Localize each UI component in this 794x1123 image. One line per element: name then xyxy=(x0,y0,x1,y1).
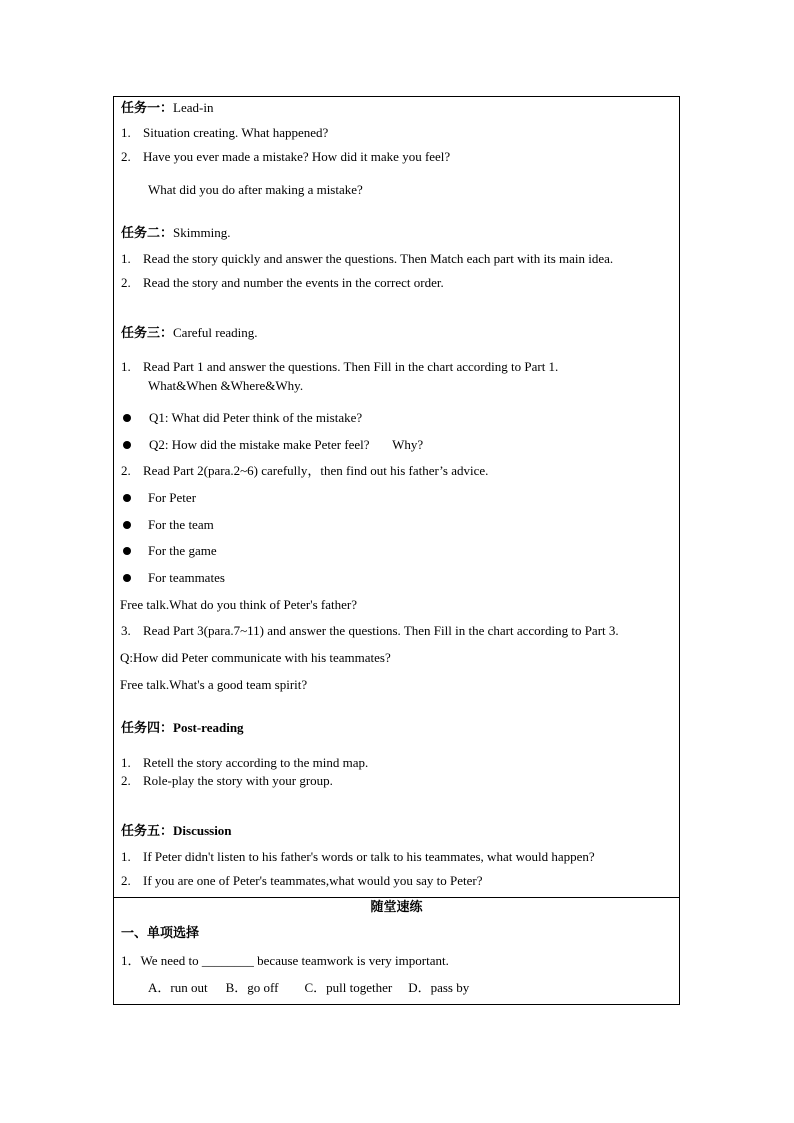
task4-item-1 xyxy=(121,755,368,771)
task3-heading-en: Careful reading. xyxy=(173,325,258,340)
task3-item-1 xyxy=(121,359,558,375)
item-text: Read Part 3(para.7~11) and answer the questions. Then Fill in the chart according to Part 3. xyxy=(143,623,619,638)
item-text: Read Part 1 and answer the questions. Then Fill in the chart according to Part 1. xyxy=(143,359,559,374)
task1-item-2 xyxy=(121,149,450,165)
task3-question-2: Q2: How did the mistake make Peter feel? Why? xyxy=(149,437,424,452)
practice-title: 随堂速练 xyxy=(370,899,423,914)
advice-target-game: For the game xyxy=(148,543,217,558)
practice-options xyxy=(148,980,469,996)
task4-heading-en: Post-reading xyxy=(173,720,244,735)
task3-question-q: Q:How did Peter communicate with his teammates? xyxy=(120,650,391,665)
item-number: 2. xyxy=(121,873,131,888)
advice-target-team: For the team xyxy=(148,517,214,532)
item-number: 1. xyxy=(121,125,131,140)
task2-heading-cn: 任务二： xyxy=(121,225,174,240)
item-number: 1. xyxy=(121,359,131,374)
task1-continuation: What did you do after making a mistake? xyxy=(148,182,363,197)
item-text: If you are one of Peter's teammates,what would you say to Peter? xyxy=(143,873,483,888)
task1-item-1 xyxy=(121,125,328,141)
item-text: Read the story and number the events in the correct order. xyxy=(143,275,444,290)
task3-item-3 xyxy=(121,623,619,639)
bullet-icon xyxy=(123,547,131,555)
item-text: Role-play the story with your group. xyxy=(143,773,333,788)
task1-heading-en: Lead-in xyxy=(173,100,214,115)
task3-heading-cn: 任务三： xyxy=(121,325,174,340)
task5-heading-en: Discussion xyxy=(173,823,232,838)
item-number: 2. xyxy=(121,463,131,478)
item-text: Retell the story according to the mind map. xyxy=(143,755,369,770)
free-talk-1: Free talk.What do you think of Peter's father? xyxy=(120,597,357,612)
bullet-icon xyxy=(123,521,131,529)
item-number: 2. xyxy=(121,773,131,788)
task1-heading xyxy=(121,100,213,116)
item-number: 2. xyxy=(121,275,131,290)
task4-item-2 xyxy=(121,773,333,789)
item-number: 1. xyxy=(121,849,131,864)
item-number: 1. xyxy=(121,755,131,770)
item-number: 2. xyxy=(121,149,131,164)
item-text: Have you ever made a mistake? How did it make you feel? xyxy=(143,149,451,164)
task5-heading xyxy=(121,823,232,839)
task5-item-2 xyxy=(121,873,483,889)
task4-heading xyxy=(121,720,244,736)
task2-heading-en: Skimming. xyxy=(173,225,231,240)
practice-section-heading: 一、单项选择 xyxy=(121,925,200,940)
task3-item-2 xyxy=(121,463,488,479)
advice-target-teammates: For teammates xyxy=(148,570,225,585)
item-text: Read the story quickly and answer the questions. Then Match each part with its main idea. xyxy=(143,251,614,266)
task3-question-1: Q1: What did Peter think of the mistake? xyxy=(149,410,363,425)
task4-heading-cn: 任务四： xyxy=(121,720,174,735)
bullet-icon xyxy=(123,494,131,502)
task5-heading-cn: 任务五： xyxy=(121,823,174,838)
option-c[interactable]: C．pull together xyxy=(304,980,393,995)
task3-heading xyxy=(121,325,257,341)
item-text: If Peter didn't listen to his father's words or talk to his teammates, what would happen? xyxy=(143,849,595,864)
advice-target-peter: For Peter xyxy=(148,490,197,505)
table-row-divider xyxy=(114,897,679,898)
item-text: Situation creating. What happened? xyxy=(143,125,329,140)
bullet-icon xyxy=(123,441,131,449)
task1-heading-cn: 任务一： xyxy=(121,100,174,115)
option-b[interactable]: B．go off xyxy=(225,980,279,995)
option-a[interactable]: A．run out xyxy=(148,980,208,995)
task5-item-1 xyxy=(121,849,595,865)
worksheet-table xyxy=(113,96,680,1005)
bullet-icon xyxy=(123,414,131,422)
practice-question-1: 1．We need to ________ because teamwork is very important. xyxy=(121,953,449,968)
task2-item-1 xyxy=(121,251,613,267)
item-number: 1. xyxy=(121,251,131,266)
item-text: Read Part 2(para.2~6) carefully，then find out his father’s advice. xyxy=(143,463,489,478)
option-d[interactable]: D．pass by xyxy=(408,980,470,995)
item-number: 3. xyxy=(121,623,131,638)
free-talk-2: Free talk.What's a good team spirit? xyxy=(120,677,308,692)
bullet-icon xyxy=(123,574,131,582)
task2-item-2 xyxy=(121,275,444,291)
task2-heading xyxy=(121,225,230,241)
task3-item-1-continuation: What&When &Where&Why. xyxy=(148,378,304,393)
